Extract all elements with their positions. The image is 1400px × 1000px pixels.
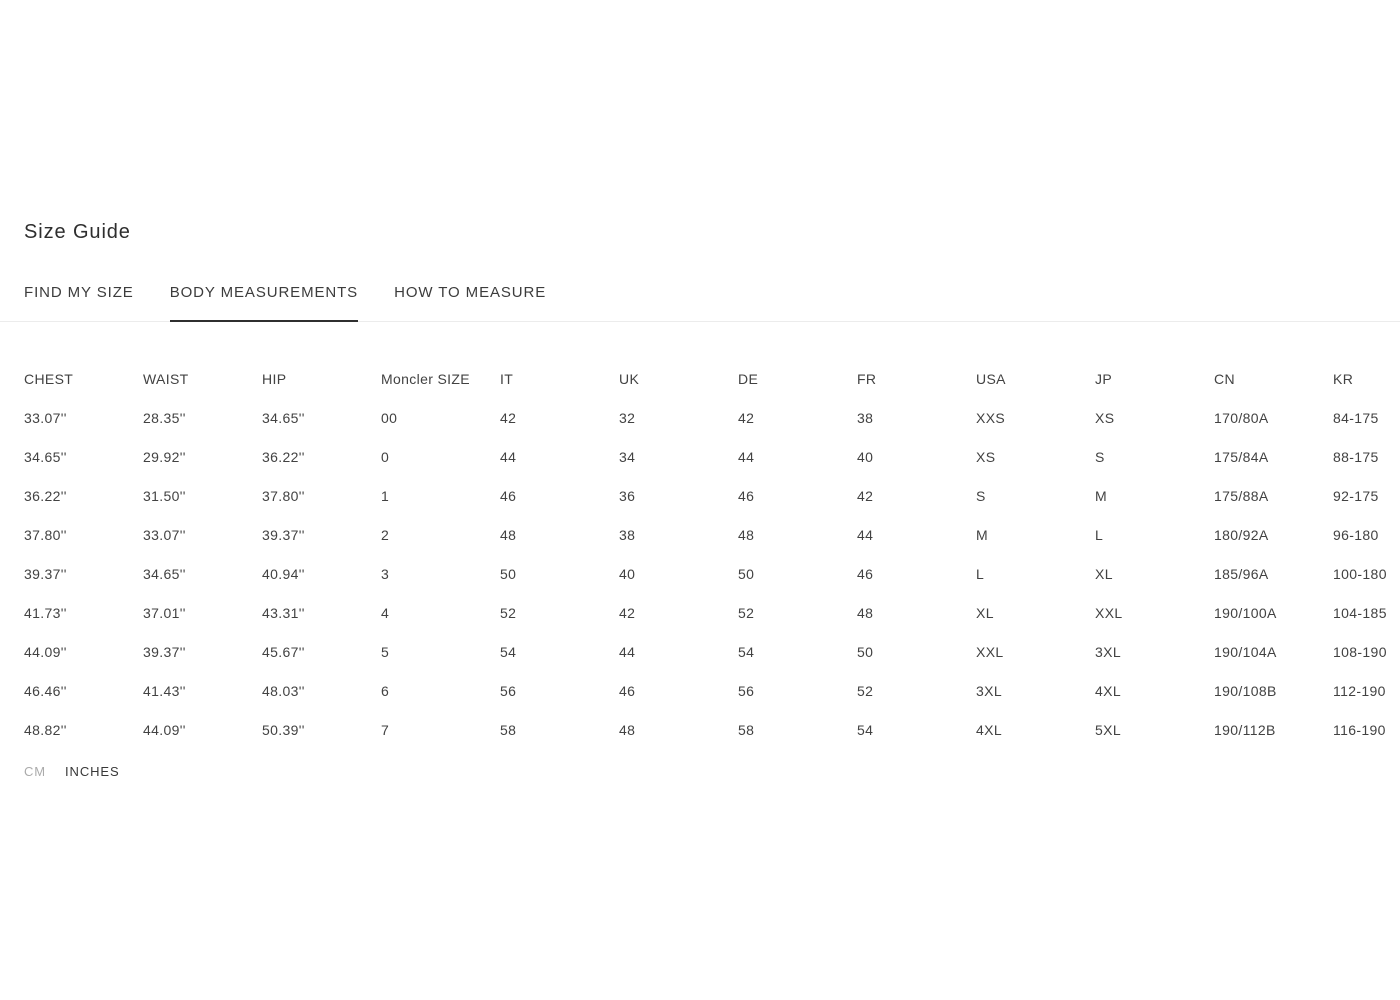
table-cell: 50 — [500, 565, 517, 582]
table-cell: 175/84A — [1214, 448, 1269, 465]
table-row — [24, 476, 1400, 515]
table-cell: 39.37'' — [262, 526, 305, 543]
column-header: HIP — [262, 370, 287, 387]
table-cell: 88-175 — [1333, 448, 1379, 465]
table-cell: 6 — [381, 682, 390, 699]
tab-body-measurements[interactable]: BODY MEASUREMENTS — [170, 283, 358, 321]
table-cell: 54 — [738, 643, 755, 660]
table-cell: 58 — [500, 721, 517, 738]
table-cell: 104-185 — [1333, 604, 1387, 621]
column-header: UK — [619, 370, 640, 387]
table-cell: XS — [1095, 409, 1115, 426]
table-cell: 50 — [738, 565, 755, 582]
table-cell: 46 — [857, 565, 874, 582]
table-cell: 84-175 — [1333, 409, 1379, 426]
table-cell: 42 — [857, 487, 874, 504]
table-cell: 4XL — [1095, 682, 1121, 699]
table-header-row — [24, 359, 1400, 398]
table-cell: 43.31'' — [262, 604, 305, 621]
table-cell: 56 — [500, 682, 517, 699]
table-cell: 38 — [619, 526, 636, 543]
table-cell: 96-180 — [1333, 526, 1379, 543]
table-cell: 41.73'' — [24, 604, 67, 621]
table-cell: 36.22'' — [24, 487, 67, 504]
table-cell: 36.22'' — [262, 448, 305, 465]
table-cell: 48 — [500, 526, 517, 543]
column-header: FR — [857, 370, 877, 387]
table-cell: 48 — [857, 604, 874, 621]
table-cell: 54 — [500, 643, 517, 660]
column-header: DE — [738, 370, 759, 387]
table-cell: 40 — [619, 565, 636, 582]
column-header: CN — [1214, 370, 1235, 387]
table-cell: 4XL — [976, 721, 1002, 738]
table-cell: 48.82'' — [24, 721, 67, 738]
column-header: USA — [976, 370, 1006, 387]
table-cell: 56 — [738, 682, 755, 699]
table-cell: 2 — [381, 526, 390, 543]
table-cell: 0 — [381, 448, 390, 465]
table-cell: 00 — [381, 409, 398, 426]
table-cell: 34.65'' — [24, 448, 67, 465]
column-header: KR — [1333, 370, 1354, 387]
table-cell: 34 — [619, 448, 636, 465]
table-cell: 45.67'' — [262, 643, 305, 660]
table-cell: 52 — [738, 604, 755, 621]
table-cell: 108-190 — [1333, 643, 1387, 660]
table-cell: 58 — [738, 721, 755, 738]
table-cell: 46 — [619, 682, 636, 699]
table-cell: 3XL — [1095, 643, 1121, 660]
table-cell: 54 — [857, 721, 874, 738]
table-cell: 190/104A — [1214, 643, 1277, 660]
table-cell: 46 — [738, 487, 755, 504]
table-cell: 44 — [857, 526, 874, 543]
table-row — [24, 710, 1400, 749]
table-cell: 190/112B — [1214, 721, 1276, 738]
table-cell: 39.37'' — [24, 565, 67, 582]
table-cell: 50.39'' — [262, 721, 305, 738]
table-row — [24, 398, 1400, 437]
table-cell: 175/88A — [1214, 487, 1269, 504]
table-cell: L — [976, 565, 985, 582]
table-row — [24, 593, 1400, 632]
table-cell: 44.09'' — [143, 721, 186, 738]
table-cell: 190/100A — [1214, 604, 1277, 621]
table-cell: 38 — [857, 409, 874, 426]
unit-toggle-group — [24, 763, 1400, 781]
table-cell: 48 — [738, 526, 755, 543]
table-cell: 40.94'' — [262, 565, 305, 582]
table-cell: 46 — [500, 487, 517, 504]
table-cell: 41.43'' — [143, 682, 186, 699]
table-cell: S — [976, 487, 986, 504]
table-cell: 32 — [619, 409, 636, 426]
table-cell: 40 — [857, 448, 874, 465]
table-cell: 48.03'' — [262, 682, 305, 699]
table-cell: 116-190 — [1333, 721, 1386, 738]
page-title: Size Guide — [24, 221, 131, 243]
table-cell: XXL — [976, 643, 1004, 660]
table-cell: XL — [1095, 565, 1113, 582]
table-cell: 37.01'' — [143, 604, 186, 621]
table-cell: 100-180 — [1333, 565, 1387, 582]
table-cell: 34.65'' — [262, 409, 305, 426]
table-row — [24, 437, 1400, 476]
tab-find-my-size[interactable]: FIND MY SIZE — [24, 284, 134, 301]
table-cell: 46.46'' — [24, 682, 67, 699]
table-cell: 112-190 — [1333, 682, 1386, 699]
table-cell: 92-175 — [1333, 487, 1379, 504]
column-header: IT — [500, 370, 514, 387]
table-cell: 36 — [619, 487, 636, 504]
table-cell: XXL — [1095, 604, 1123, 621]
table-cell: 39.37'' — [143, 643, 186, 660]
table-row — [24, 671, 1400, 710]
table-cell: 37.80'' — [24, 526, 67, 543]
column-header: JP — [1095, 370, 1113, 387]
table-cell: 170/80A — [1214, 409, 1269, 426]
table-cell: 3XL — [976, 682, 1002, 699]
table-cell: 31.50'' — [143, 487, 186, 504]
table-row — [24, 554, 1400, 593]
cm-toggle[interactable]: CM — [24, 764, 47, 779]
table-body — [24, 398, 1400, 749]
table-cell: 7 — [381, 721, 390, 738]
table-cell: M — [976, 526, 989, 543]
table-cell: 42 — [738, 409, 755, 426]
table-row — [24, 515, 1400, 554]
table-cell: 190/108B — [1214, 682, 1277, 699]
table-cell: 42 — [619, 604, 636, 621]
tab-how-to-measure[interactable]: HOW TO MEASURE — [394, 284, 547, 301]
table-cell: 33.07'' — [143, 526, 186, 543]
table-cell: 37.80'' — [262, 487, 305, 504]
inches-toggle[interactable]: INCHES — [65, 764, 120, 779]
table-cell: 44.09'' — [24, 643, 67, 660]
tab-bar — [0, 283, 1400, 322]
table-cell: 5 — [381, 643, 390, 660]
table-cell: 5XL — [1095, 721, 1121, 738]
table-cell: 52 — [857, 682, 874, 699]
size-table — [24, 359, 1400, 749]
table-cell: 44 — [619, 643, 636, 660]
table-cell: 28.35'' — [143, 409, 186, 426]
column-header: WAIST — [143, 370, 189, 387]
table-cell: 4 — [381, 604, 390, 621]
table-cell: 1 — [381, 487, 390, 504]
table-cell: S — [1095, 448, 1105, 465]
table-cell: 44 — [738, 448, 755, 465]
table-cell: 42 — [500, 409, 517, 426]
table-cell: XXS — [976, 409, 1006, 426]
table-row — [24, 632, 1400, 671]
table-cell: 52 — [500, 604, 517, 621]
table-cell: L — [1095, 526, 1104, 543]
column-header: Moncler SIZE — [381, 370, 470, 387]
table-cell: 44 — [500, 448, 517, 465]
table-cell: 48 — [619, 721, 636, 738]
table-cell: M — [1095, 487, 1108, 504]
table-cell: 50 — [857, 643, 874, 660]
table-cell: XL — [976, 604, 994, 621]
table-cell: 185/96A — [1214, 565, 1269, 582]
table-cell: 3 — [381, 565, 390, 582]
table-cell: XS — [976, 448, 996, 465]
column-header: CHEST — [24, 370, 74, 387]
table-cell: 29.92'' — [143, 448, 186, 465]
table-cell: 180/92A — [1214, 526, 1269, 543]
table-cell: 34.65'' — [143, 565, 186, 582]
table-cell: 33.07'' — [24, 409, 67, 426]
